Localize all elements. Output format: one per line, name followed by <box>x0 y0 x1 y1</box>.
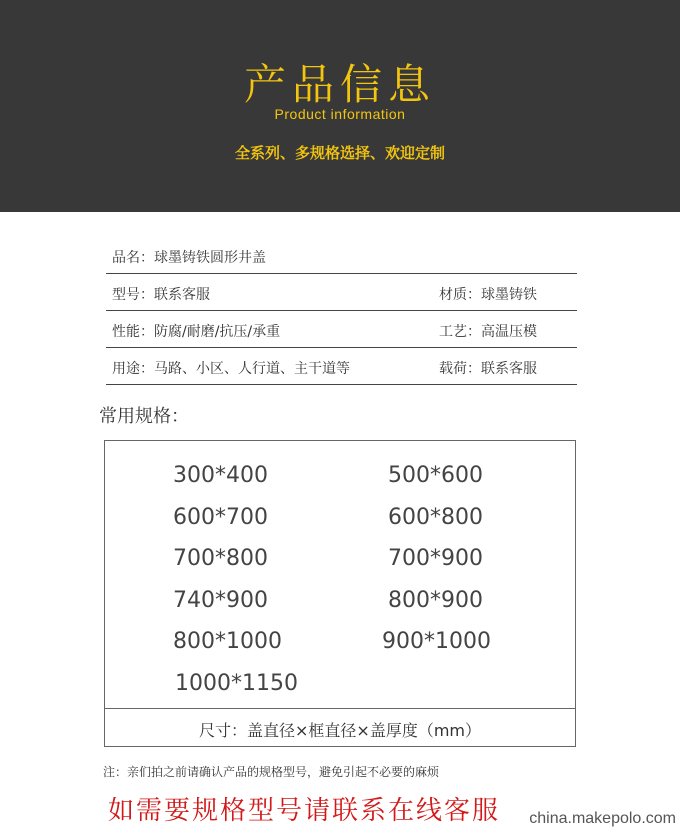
banner-title: 产品信息 <box>243 60 436 109</box>
banner-subtitle: Product information <box>274 106 406 122</box>
load-label: 载荷： <box>439 361 481 377</box>
spec-item: 1000*1150 <box>175 671 298 696</box>
contact-service-text: 如需要规格型号请联系在线客服 <box>108 796 501 826</box>
specs-footer <box>105 708 575 747</box>
load-value: 联系客服 <box>481 361 537 377</box>
performance-label: 性能： <box>112 324 154 340</box>
spec-item: 740*900 <box>173 588 268 613</box>
banner-slogan: 全系列、多规格选择、欢迎定制 <box>234 144 445 162</box>
specs-table <box>104 440 576 747</box>
name-label: 品名： <box>112 250 154 266</box>
info-row-name <box>106 237 577 274</box>
specs-title: 常用规格： <box>99 406 189 427</box>
name-value: 球墨铸铁圆形井盖 <box>154 250 266 266</box>
spec-item: 700*800 <box>173 546 268 571</box>
purchase-note: 注：亲们拍之前请确认产品的规格型号，避免引起不必要的麻烦 <box>103 765 440 779</box>
spec-item: 800*900 <box>388 588 483 613</box>
model-label: 型号： <box>112 287 154 303</box>
process-label: 工艺： <box>439 324 481 340</box>
performance-value: 防腐/耐磨/抗压/承重 <box>154 324 281 340</box>
material-label: 材质： <box>439 287 481 303</box>
process-value: 高温压模 <box>481 324 537 340</box>
specs-footer-text: 尺寸：盖直径×框直径×盖厚度（mm） <box>199 721 481 740</box>
header-banner <box>0 0 680 212</box>
spec-item: 300*400 <box>173 463 268 488</box>
material-value: 球墨铸铁 <box>481 287 537 303</box>
spec-item: 600*800 <box>388 505 483 530</box>
spec-item: 700*900 <box>388 546 483 571</box>
watermark: china.makepolo.com <box>529 810 676 827</box>
usage-label: 用途： <box>112 361 154 377</box>
usage-value: 马路、小区、人行道、主干道等 <box>154 361 350 377</box>
spec-item: 500*600 <box>388 463 483 488</box>
model-value: 联系客服 <box>154 287 210 303</box>
spec-item: 900*1000 <box>382 629 491 654</box>
spec-item: 800*1000 <box>173 629 282 654</box>
spec-item: 600*700 <box>173 505 268 530</box>
info-row-performance <box>106 311 577 348</box>
info-row-model <box>106 274 577 311</box>
info-row-usage <box>106 348 577 385</box>
